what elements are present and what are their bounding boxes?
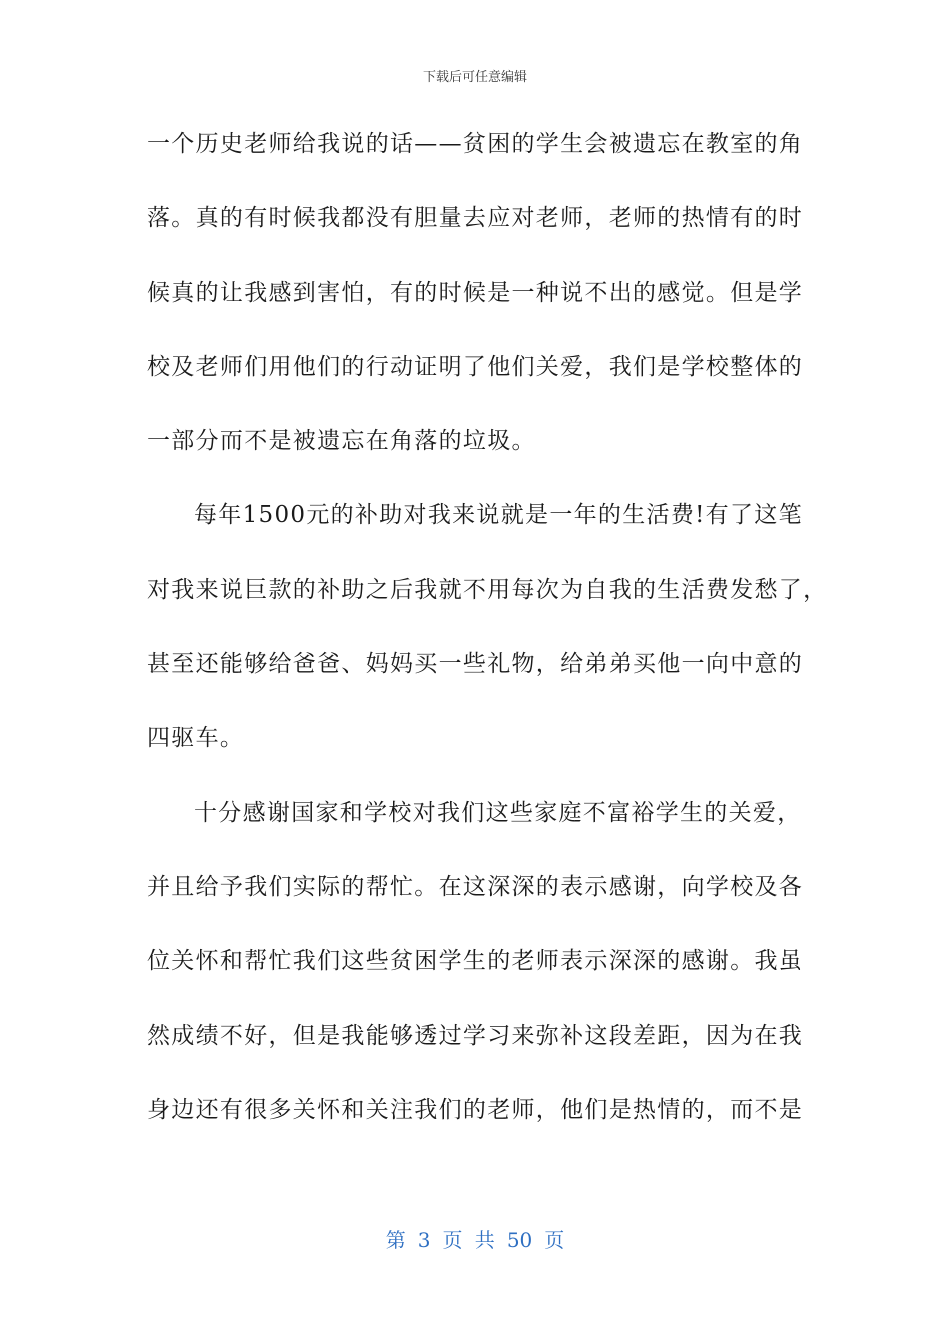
paragraph-start-line: 十分感谢国家和学校对我们这些家庭不富裕学生的关爱，: [194, 799, 802, 826]
text-line: 校及老师们用他们的行动证明了他们关爱，我们是学校整体的: [147, 353, 804, 380]
text-line: 甚至还能够给爸爸、妈妈买一些礼物，给弟弟买他一向中意的: [147, 651, 804, 678]
text-line: 一部分而不是被遗忘在角落的垃圾。: [147, 428, 536, 455]
text-line: 候真的让我感到害怕，有的时候是一种说不出的感觉。但是学: [147, 279, 804, 306]
document-body: [147, 122, 828, 1162]
page-number-footer: [0, 1224, 950, 1253]
current-page-number: 3: [417, 1228, 431, 1252]
text-line: 对我来说巨款的补助之后我就不用每次为自我的生活费发愁了，: [147, 576, 828, 603]
text-line: 然成绩不好，但是我能够透过学习来弥补这段差距，因为在我: [147, 1022, 804, 1049]
text-line: 并且给予我们实际的帮忙。在这深深的表示感谢，向学校及各: [147, 873, 804, 900]
text-line: 落。真的有时候我都没有胆量去应对老师，老师的热情有的时: [147, 205, 804, 232]
total-page-count: 50: [506, 1228, 533, 1252]
paragraph-start-line: 每年1500元的补助对我来说就是一年的生活费!有了这笔: [194, 502, 803, 529]
text-line: 位关怀和帮忙我们这些贫困学生的老师表示深深的感谢。我虽: [147, 948, 804, 975]
footer-suffix: 页: [544, 1228, 565, 1252]
page-header: 下载后可任意编辑: [422, 70, 527, 85]
text-line: 四驱车。: [147, 725, 245, 752]
footer-prefix: 第: [385, 1228, 406, 1252]
footer-middle: 页 共: [442, 1228, 495, 1252]
text-line: 一个历史老师给我说的话——贫困的学生会被遗忘在教室的角: [147, 131, 804, 157]
text-line: 身边还有很多关怀和关注我们的老师，他们是热情的，而不是: [147, 1096, 804, 1123]
